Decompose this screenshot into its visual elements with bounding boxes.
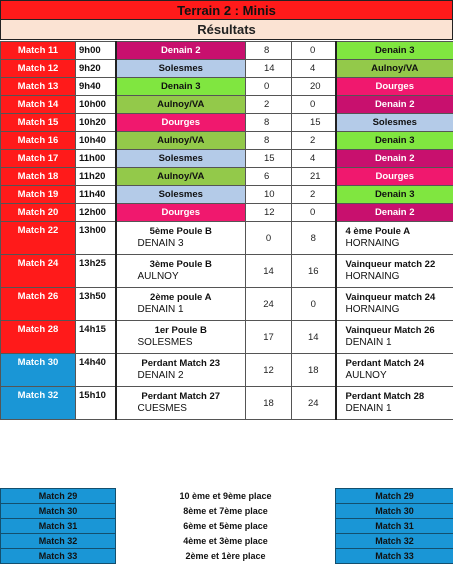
team-a-name: AULNOY <box>120 271 243 283</box>
team-b-cell <box>336 255 453 288</box>
team-b-name: HORNAING <box>340 271 451 283</box>
score-b: 18 <box>292 354 336 387</box>
team-b-name: DENAIN 1 <box>340 337 451 349</box>
final-match-row <box>1 321 453 354</box>
final-matches-body <box>1 222 453 420</box>
team-b-name: HORNAING <box>340 304 451 316</box>
match-number: Match 20 <box>1 204 76 222</box>
team-b-cell <box>336 222 453 255</box>
score-b: 2 <box>292 132 336 150</box>
score-a: 0 <box>246 222 292 255</box>
placement-label: 6ème et 5ème place <box>116 519 336 534</box>
score-a: 10 <box>246 186 292 204</box>
match-number: Match 16 <box>1 132 76 150</box>
team-a: Aulnoy/VA <box>116 132 246 150</box>
placement-row <box>1 504 453 519</box>
placement-match-right: Match 29 <box>336 489 453 504</box>
team-b: Denain 2 <box>336 96 453 114</box>
team-a-name: DENAIN 1 <box>120 304 243 316</box>
match-time: 11h40 <box>76 186 116 204</box>
match-row <box>1 132 453 150</box>
match-row <box>1 114 453 132</box>
match-time: 14h15 <box>76 321 116 354</box>
score-a: 0 <box>246 78 292 96</box>
team-a-name: DENAIN 3 <box>120 238 243 250</box>
placement-label: 2ème et 1ère place <box>116 549 336 564</box>
team-a: Dourges <box>116 114 246 132</box>
team-a: Dourges <box>116 204 246 222</box>
score-b: 0 <box>292 204 336 222</box>
match-number: Match 17 <box>1 150 76 168</box>
team-a-cell <box>116 354 246 387</box>
team-a: Denain 3 <box>116 78 246 96</box>
score-a: 8 <box>246 132 292 150</box>
score-b: 0 <box>292 288 336 321</box>
score-a: 8 <box>246 114 292 132</box>
team-b-origin: Vainqueur Match 26 <box>340 325 451 337</box>
team-b: Denain 3 <box>336 132 453 150</box>
match-time: 15h10 <box>76 387 116 420</box>
score-b: 4 <box>292 150 336 168</box>
match-time: 13h50 <box>76 288 116 321</box>
match-number: Match 22 <box>1 222 76 255</box>
team-b-origin: Perdant Match 24 <box>340 358 451 370</box>
match-time: 10h20 <box>76 114 116 132</box>
score-a: 8 <box>246 42 292 60</box>
score-b: 8 <box>292 222 336 255</box>
match-number: Match 32 <box>1 387 76 420</box>
team-b-origin: 4 ème Poule A <box>340 226 451 238</box>
team-b-cell <box>336 321 453 354</box>
score-b: 16 <box>292 255 336 288</box>
team-a-cell <box>116 255 246 288</box>
match-number: Match 19 <box>1 186 76 204</box>
score-b: 2 <box>292 186 336 204</box>
match-time: 12h00 <box>76 204 116 222</box>
placement-label: 10 ème et 9ème place <box>116 489 336 504</box>
placement-match-left: Match 30 <box>1 504 116 519</box>
score-b: 0 <box>292 42 336 60</box>
match-time: 10h00 <box>76 96 116 114</box>
pool-matches-body <box>1 42 453 222</box>
match-row <box>1 168 453 186</box>
placement-row <box>1 519 453 534</box>
match-time: 13h25 <box>76 255 116 288</box>
team-a-origin: Perdant Match 23 <box>120 358 243 370</box>
placements-table <box>0 488 453 564</box>
score-a: 12 <box>246 354 292 387</box>
team-a: Aulnoy/VA <box>116 168 246 186</box>
team-b: Denain 2 <box>336 204 453 222</box>
placement-label: 4ème et 3ème place <box>116 534 336 549</box>
match-time: 9h20 <box>76 60 116 78</box>
placements-body <box>1 489 453 564</box>
placement-match-right: Match 30 <box>336 504 453 519</box>
match-time: 13h00 <box>76 222 116 255</box>
team-b: Aulnoy/VA <box>336 60 453 78</box>
score-a: 14 <box>246 255 292 288</box>
placement-match-left: Match 32 <box>1 534 116 549</box>
final-match-row <box>1 222 453 255</box>
placement-match-left: Match 29 <box>1 489 116 504</box>
team-b-cell <box>336 387 453 420</box>
team-b: Denain 3 <box>336 186 453 204</box>
team-a-name: DENAIN 2 <box>120 370 243 382</box>
score-a: 12 <box>246 204 292 222</box>
page-title: Terrain 2 : Minis <box>0 0 453 20</box>
match-number: Match 18 <box>1 168 76 186</box>
team-b: Denain 2 <box>336 150 453 168</box>
team-a: Solesmes <box>116 150 246 168</box>
team-b-name: HORNAING <box>340 238 451 250</box>
match-time: 11h20 <box>76 168 116 186</box>
final-match-row <box>1 354 453 387</box>
team-a-name: CUESMES <box>120 403 243 415</box>
match-number: Match 28 <box>1 321 76 354</box>
results-table <box>0 41 453 420</box>
placement-match-right: Match 33 <box>336 549 453 564</box>
placement-match-right: Match 31 <box>336 519 453 534</box>
match-time: 9h00 <box>76 42 116 60</box>
match-number: Match 24 <box>1 255 76 288</box>
team-a-origin: 1er Poule B <box>120 325 243 337</box>
match-row <box>1 78 453 96</box>
match-number: Match 15 <box>1 114 76 132</box>
results-subtitle: Résultats <box>0 20 453 40</box>
team-b-origin: Vainqueur match 24 <box>340 292 451 304</box>
score-a: 2 <box>246 96 292 114</box>
match-number: Match 11 <box>1 42 76 60</box>
score-b: 14 <box>292 321 336 354</box>
match-number: Match 13 <box>1 78 76 96</box>
score-b: 4 <box>292 60 336 78</box>
final-match-row <box>1 387 453 420</box>
score-a: 18 <box>246 387 292 420</box>
team-b-name: DENAIN 1 <box>340 403 451 415</box>
team-a: Aulnoy/VA <box>116 96 246 114</box>
final-match-row <box>1 255 453 288</box>
team-a-origin: Perdant Match 27 <box>120 391 243 403</box>
team-b: Dourges <box>336 168 453 186</box>
placement-match-right: Match 32 <box>336 534 453 549</box>
match-time: 14h40 <box>76 354 116 387</box>
score-a: 6 <box>246 168 292 186</box>
match-row <box>1 186 453 204</box>
score-a: 14 <box>246 60 292 78</box>
team-b-origin: Perdant Match 28 <box>340 391 451 403</box>
team-a: Denain 2 <box>116 42 246 60</box>
team-a-cell <box>116 222 246 255</box>
team-b-cell <box>336 354 453 387</box>
team-a-origin: 2ème poule A <box>120 292 243 304</box>
team-a-cell <box>116 387 246 420</box>
match-row <box>1 96 453 114</box>
score-b: 0 <box>292 96 336 114</box>
placement-match-left: Match 31 <box>1 519 116 534</box>
team-b: Denain 3 <box>336 42 453 60</box>
team-a-origin: 5ème Poule B <box>120 226 243 238</box>
score-a: 17 <box>246 321 292 354</box>
team-a: Solesmes <box>116 60 246 78</box>
placement-row <box>1 489 453 504</box>
score-b: 24 <box>292 387 336 420</box>
score-a: 15 <box>246 150 292 168</box>
team-b-name: AULNOY <box>340 370 451 382</box>
match-row <box>1 60 453 78</box>
team-a-cell <box>116 288 246 321</box>
match-number: Match 14 <box>1 96 76 114</box>
score-b: 15 <box>292 114 336 132</box>
match-time: 10h40 <box>76 132 116 150</box>
match-number: Match 30 <box>1 354 76 387</box>
team-b: Solesmes <box>336 114 453 132</box>
placement-row <box>1 534 453 549</box>
match-number: Match 12 <box>1 60 76 78</box>
score-b: 20 <box>292 78 336 96</box>
match-number: Match 26 <box>1 288 76 321</box>
team-a-name: SOLESMES <box>120 337 243 349</box>
score-a: 24 <box>246 288 292 321</box>
match-time: 11h00 <box>76 150 116 168</box>
team-a: Solesmes <box>116 186 246 204</box>
team-a-cell <box>116 321 246 354</box>
match-row <box>1 204 453 222</box>
team-b: Dourges <box>336 78 453 96</box>
placement-match-left: Match 33 <box>1 549 116 564</box>
placement-row <box>1 549 453 564</box>
placement-label: 8ème et 7ème place <box>116 504 336 519</box>
match-row <box>1 42 453 60</box>
score-b: 21 <box>292 168 336 186</box>
final-match-row <box>1 288 453 321</box>
team-b-origin: Vainqueur match 22 <box>340 259 451 271</box>
match-time: 9h40 <box>76 78 116 96</box>
team-b-cell <box>336 288 453 321</box>
match-row <box>1 150 453 168</box>
team-a-origin: 3ème Poule B <box>120 259 243 271</box>
